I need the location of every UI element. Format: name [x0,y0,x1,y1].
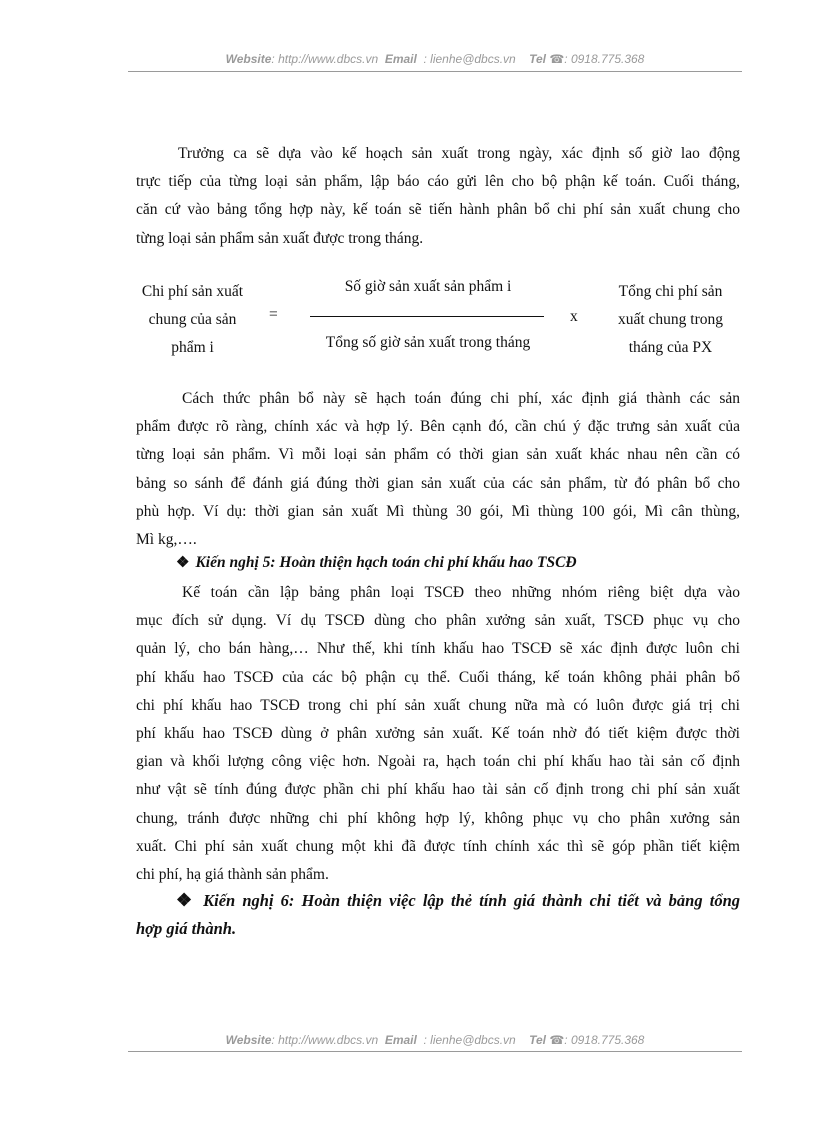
tel-value: : 0918.775.368 [564,52,645,66]
email-value: : lienhe@dbcs.vn [423,52,516,66]
text-line: phí khấu hao TSCĐ dùng ở phân xưởng sản xuất. Kế toán nhờ đó tiết kiệm được thời [136,725,740,743]
phone-icon: ☎ [549,52,565,66]
formula-rhs-line: xuất chung trong [617,311,724,328]
formula-lhs [120,278,265,362]
text-line: chung, tránh được những chi phí không hợp lý, không phục vụ cho phân xưởng sản [136,809,740,827]
text-line: mục đích sử dụng. Ví dụ TSCĐ dùng cho phân xưởng sản xuất, TSCĐ phục vụ cho [136,612,740,630]
formula-equals: = [269,306,278,323]
text-line: từng loại sản phẩm. Vì mỗi loại sản phẩm có thời gian sản xuất khác nhau nên cần có [136,446,740,464]
page-header [128,52,742,66]
email-label: Email [384,52,417,66]
formula-lhs-line: chung của sản [148,311,237,328]
email-label: Email [384,1033,417,1047]
recommendation-6-heading [136,886,740,943]
paragraph-allocation-method [136,385,740,554]
text-line: chi phí khấu hao TSCĐ trong chi phí sản xuất chung nữa mà có luôn được giá trị chi [136,696,740,714]
formula-rhs-line: tháng của PX [628,339,713,356]
paragraph-allocation-intro [136,140,740,253]
tel-label: Tel [529,1033,546,1047]
formula-denominator: Tổng số giờ sản xuất trong tháng [325,334,531,351]
diamond-bullet-icon: ❖ [176,555,190,571]
email-value: : lienhe@dbcs.vn [423,1033,516,1047]
formula-numerator: Số giờ sản xuất sản phẩm i [344,278,512,295]
formula-lhs-line: phẩm i [171,339,214,356]
text-line: quản lý, cho bán hàng,… Như thế, khi tính khấu hao TSCĐ sẽ xác định được luôn chi [136,640,740,658]
text-line: Cách thức phân bổ này sẽ hạch toán đúng chi phí, xác định giá thành các sản [182,390,740,407]
text-line: Kế toán cần lập bảng phân loại TSCĐ theo những nhóm riêng biệt dựa vào [182,584,740,601]
text-line: phẩm được rõ ràng, chính xác và hợp lý. Bên cạnh đó, cần chú ý đặc trưng sản xuất của [136,418,740,436]
allocation-formula [120,278,760,358]
text-line: Trưởng ca sẽ dựa vào kế hoạch sản xuất trong ngày, xác định số giờ lao động [178,145,740,162]
page-footer [128,1033,742,1047]
formula-rhs [598,278,743,362]
website-label: Website [225,1033,272,1047]
footer-divider [128,1051,742,1052]
tel-value: : 0918.775.368 [564,1033,645,1047]
text-line: phí khấu hao TSCĐ của các bộ phận cụ thể. Cuối tháng, kế toán không phải phân bổ [136,668,740,686]
formula-rhs-line: Tổng chi phí sản [618,283,723,300]
text-line: trực tiếp của từng loại sản phẩm, lập báo cáo gửi lên cho bộ phận kế toán. Cuối tháng, [136,173,740,191]
heading-text: Kiến nghị 6: Hoàn thiện việc lập thẻ tính giá thành chi tiết và bảng tổng [203,891,740,910]
text-line: xuất. Chi phí sản xuất chung một khi đã được tính chính xác thì sẽ góp phần tiết kiệm [136,837,740,855]
text-line: căn cứ vào bảng tổng hợp này, kế toán sẽ tiến hành phân bổ chi phí sản xuất chung cho [136,201,740,219]
website-value: : http://www.dbcs.vn [271,1033,379,1047]
website-label: Website [225,52,272,66]
text-line: chi phí, hạ giá thành sản phẩm. [136,866,329,884]
heading-text: Kiến nghị 5: Hoàn thiện hạch toán chi phí khấu hao TSCĐ [195,554,577,571]
header-divider [128,71,742,72]
text-line: gian và khối lượng công việc hơn. Ngoài ra, hạch toán chi phí khấu hao tài sản cố định [136,753,740,771]
heading-line: hợp giá thành. [136,919,237,938]
diamond-bullet-icon: ❖ [176,890,196,910]
website-value: : http://www.dbcs.vn [271,52,379,66]
recommendation-5-heading [176,553,577,572]
text-line: như vật sẽ tính đúng được phần chi phí khấu hao tài sản cố định trong chi phí sản xuất [136,781,740,799]
text-line: phù hợp. Ví dụ: thời gian sản xuất Mì thùng 30 gói, Mì thùng 100 gói, Mì cân thùng, [136,502,740,520]
text-line: từng loại sản phẩm sản xuất được trong tháng. [136,229,424,247]
formula-lhs-line: Chi phí sản xuất [141,283,244,300]
text-line: Mì kg,…. [136,531,197,549]
heading-line [136,886,740,915]
fraction-bar [310,316,544,317]
phone-icon: ☎ [549,1033,565,1047]
formula-times: x [570,308,578,325]
tel-label: Tel [529,52,546,66]
text-line: bảng so sánh để đánh giá đúng thời gian sản xuất của các sản phẩm, từ đó phân bổ cho [136,474,740,492]
paragraph-depreciation [136,579,740,889]
